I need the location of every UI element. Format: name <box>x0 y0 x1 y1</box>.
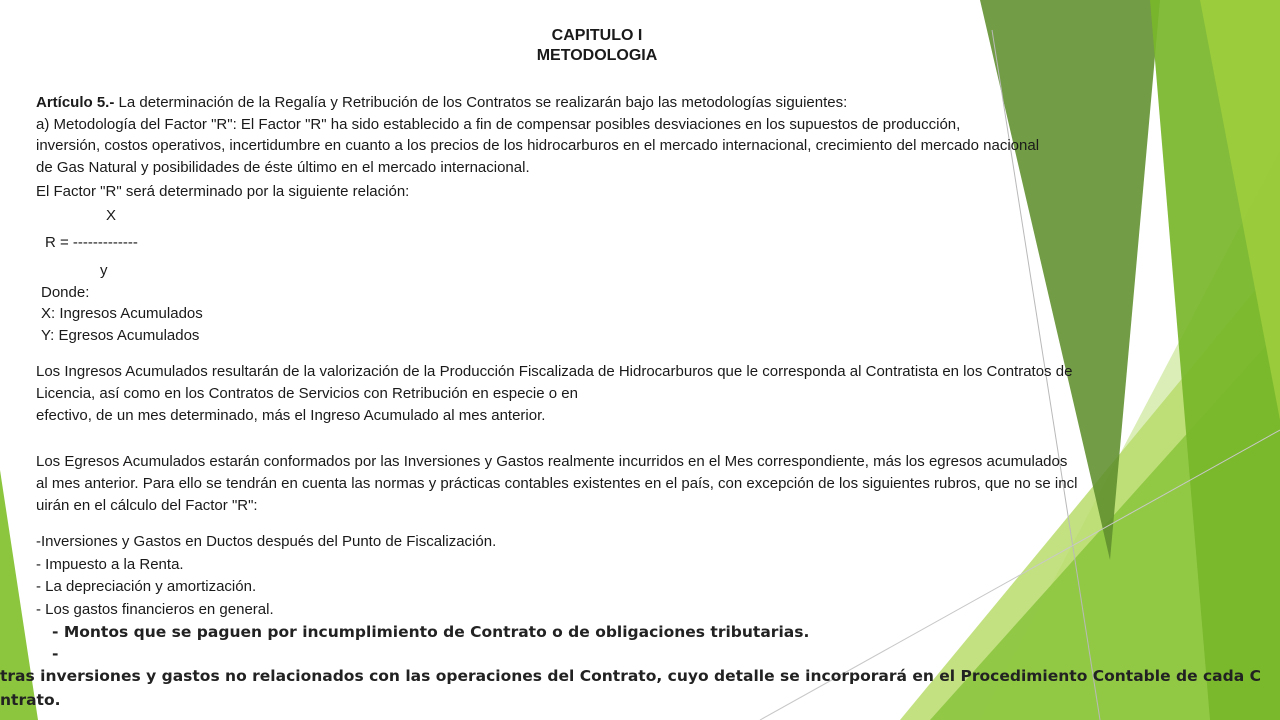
where-label: Donde: <box>41 284 90 301</box>
article-label: Artículo 5.- <box>36 94 115 111</box>
para-a-line: de Gas Natural y posibilidades de éste último en el mercado internacional. <box>36 159 530 176</box>
egresos-line: Los Egresos Acumulados estarán conformados por las Inversiones y Gastos realmente incurridos en el Mes correspondiente, más los egresos acumulados <box>36 453 1068 470</box>
exclusion-item: -Inversiones y Gastos en Ductos después del Punto de Fiscalización. <box>36 533 497 550</box>
para-a-line: inversión, costos operativos, incertidumbre en cuanto a los precios de los hidrocarburos en el mercado internacional, crecimiento del mercado nacional <box>36 137 1040 154</box>
exclusion-item: - Impuesto a la Renta. <box>36 556 184 573</box>
final-line: tras inversiones y gastos no relacionados con las operaciones del Contrato, cuyo detalle se incorporará en el Procedimiento Contable de cada C <box>0 667 1261 685</box>
ingresos-line: Licencia, así como en los Contratos de Servicios con Retribución en especie o en <box>36 385 578 402</box>
definition-y: Y: Egresos Acumulados <box>41 327 200 344</box>
exclusion-item: - Los gastos financieros en general. <box>36 601 274 618</box>
ingresos-line: efectivo, de un mes determinado, más el Ingreso Acumulado al mes anterior. <box>36 407 546 424</box>
para-a-line: a) Metodología del Factor "R": El Factor "R" ha sido establecido a fin de compensar posibles desviaciones en los supuestos de producción, <box>36 116 961 133</box>
final-line-end: ntrato. <box>0 691 61 709</box>
formula-numerator: X <box>106 207 117 224</box>
egresos-line: al mes anterior. Para ello se tendrán en cuenta las normas y prácticas contables existentes en el país, con excepción de los siguientes rubros, que no se incl <box>36 475 1078 492</box>
exclusion-bold-item: - Montos que se paguen por incumplimiento de Contrato o de obligaciones tributarias. <box>52 623 810 641</box>
article-intro: La determinación de la Regalía y Retribución de los Contratos se realizarán bajo las metodologías siguientes: <box>114 94 848 111</box>
egresos-line: uirán en el cálculo del Factor "R": <box>36 497 258 514</box>
chapter-subtitle: METODOLOGIA <box>536 47 658 64</box>
formula-equation: R = ------------- <box>45 234 138 251</box>
ingresos-line: Los Ingresos Acumulados resultarán de la valorización de la Producción Fiscalizada de Hidrocarburos que le corresponda al Contratista en los Contratos de <box>36 363 1073 380</box>
para-a-line: El Factor "R" será determinado por la siguiente relación: <box>36 183 410 200</box>
exclusion-item: - La depreciación y amortización. <box>36 578 257 595</box>
formula-denominator: y <box>100 262 108 279</box>
exclusion-dash: - <box>52 645 59 663</box>
article-heading <box>36 93 847 113</box>
definition-x: X: Ingresos Acumulados <box>41 305 203 322</box>
chapter-title: CAPITULO I <box>551 27 643 44</box>
